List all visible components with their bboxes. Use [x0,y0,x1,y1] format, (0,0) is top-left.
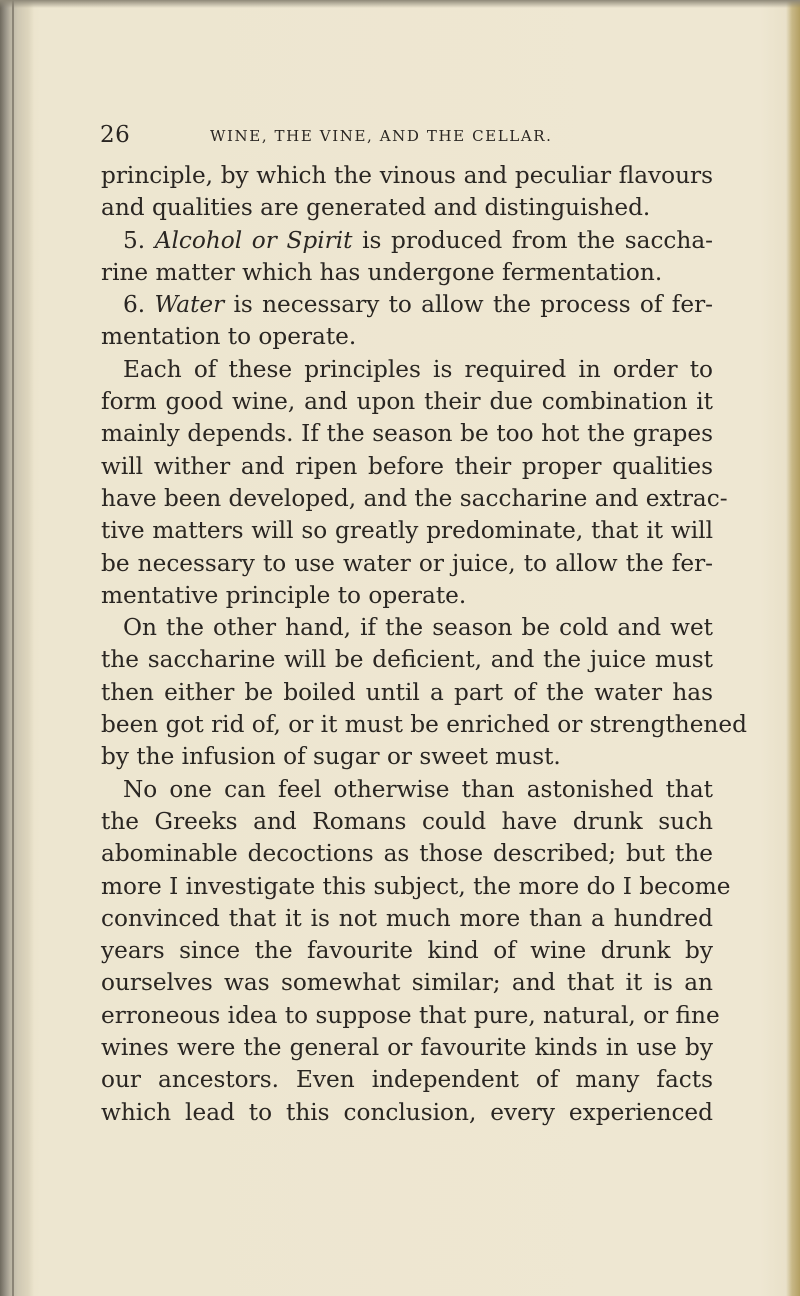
text-span: convinced that it is not much more than a hundred [101,904,713,932]
text-line [101,871,731,903]
page-edge-top [0,0,800,8]
text-span: our ancestors. Even independent of many facts [101,1066,713,1094]
text-span: 5. [123,226,155,254]
page-number: 26 [100,122,131,148]
binding-edge [0,0,34,1296]
page-header [0,120,800,154]
text-span: wines were the general or favourite kinds in use by [101,1034,713,1062]
text-span: will wither and ripen before their proper qualities [101,452,713,480]
text-line [101,709,747,741]
text-line [101,1032,713,1064]
text-line [101,192,713,224]
text-line [101,838,713,870]
text-span: form good wine, and upon their due combination it [101,388,713,416]
text-line [101,515,713,547]
text-span: On the other hand, if the season be cold and wet [123,614,713,642]
text-span: the saccharine will be deficient, and the juice must [101,646,713,674]
running-title: WINE, THE VINE, AND THE CELLAR. [210,127,553,145]
page-edge-right [786,0,800,1296]
text-span: more I investigate this subject, the more do I become [101,872,731,900]
text-span: is necessary to allow the process of fer- [224,291,713,319]
text-span: No one can feel otherwise than astonished that [123,775,713,803]
text-span: mainly depends. If the season be too hot the grapes [101,420,713,448]
text-line [101,806,713,838]
text-span: years since the favourite kind of wine drunk by [101,937,713,965]
text-line [101,160,713,192]
text-span: then either be boiled until a part of the water has [101,678,713,706]
text-line [101,418,713,450]
text-span: ourselves was somewhat similar; and that it is an [101,969,713,997]
text-line [101,580,713,612]
text-span: erroneous idea to suppose that pure, natural, or fine [101,1001,720,1029]
text-span: rine matter which has undergone fermentation. [101,258,663,286]
text-line [101,612,713,644]
text-span: which lead to this conclusion, every experienced [101,1098,713,1126]
body-text [101,160,747,1129]
text-line [101,741,713,773]
text-span: 6. [123,291,155,319]
text-span: abominable decoctions as those described; but the [101,840,713,868]
text-line [101,677,713,709]
text-line [101,386,713,418]
text-span: have been developed, and the saccharine and extrac- [101,484,728,512]
text-line [101,225,713,257]
text-line [101,935,713,967]
text-line [101,1097,713,1129]
text-line [101,548,713,580]
text-line [101,903,713,935]
text-span: is produced from the saccha- [352,226,714,254]
text-line [101,289,713,321]
text-line [101,967,713,999]
binding-shadow-line [12,0,14,1296]
text-line [101,774,713,806]
text-span: mentation to operate. [101,323,357,351]
italic-term: Water [154,291,225,319]
text-span: be necessary to use water or juice, to allow the fer- [101,549,713,577]
text-line [101,483,728,515]
text-line [101,451,713,483]
text-span: principle, by which the vinous and peculiar flavours [101,162,713,189]
text-span: mentative principle to operate. [101,581,467,609]
text-line [101,644,713,676]
text-span: the Greeks and Romans could have drunk such [101,807,713,835]
text-line [101,1064,713,1096]
text-line [101,257,713,289]
text-line [101,321,713,353]
text-span: tive matters will so greatly predominate, that it will [101,517,713,545]
text-span: been got rid of, or it must be enriched or strengthened [101,711,747,739]
text-span: by the infusion of sugar or sweet must. [101,743,561,771]
text-span: and qualities are generated and distinguished. [101,194,651,222]
text-line [101,354,713,386]
italic-term: Alcohol or Spirit [154,226,353,254]
text-line [101,1000,720,1032]
text-span: Each of these principles is required in order to [123,355,713,383]
